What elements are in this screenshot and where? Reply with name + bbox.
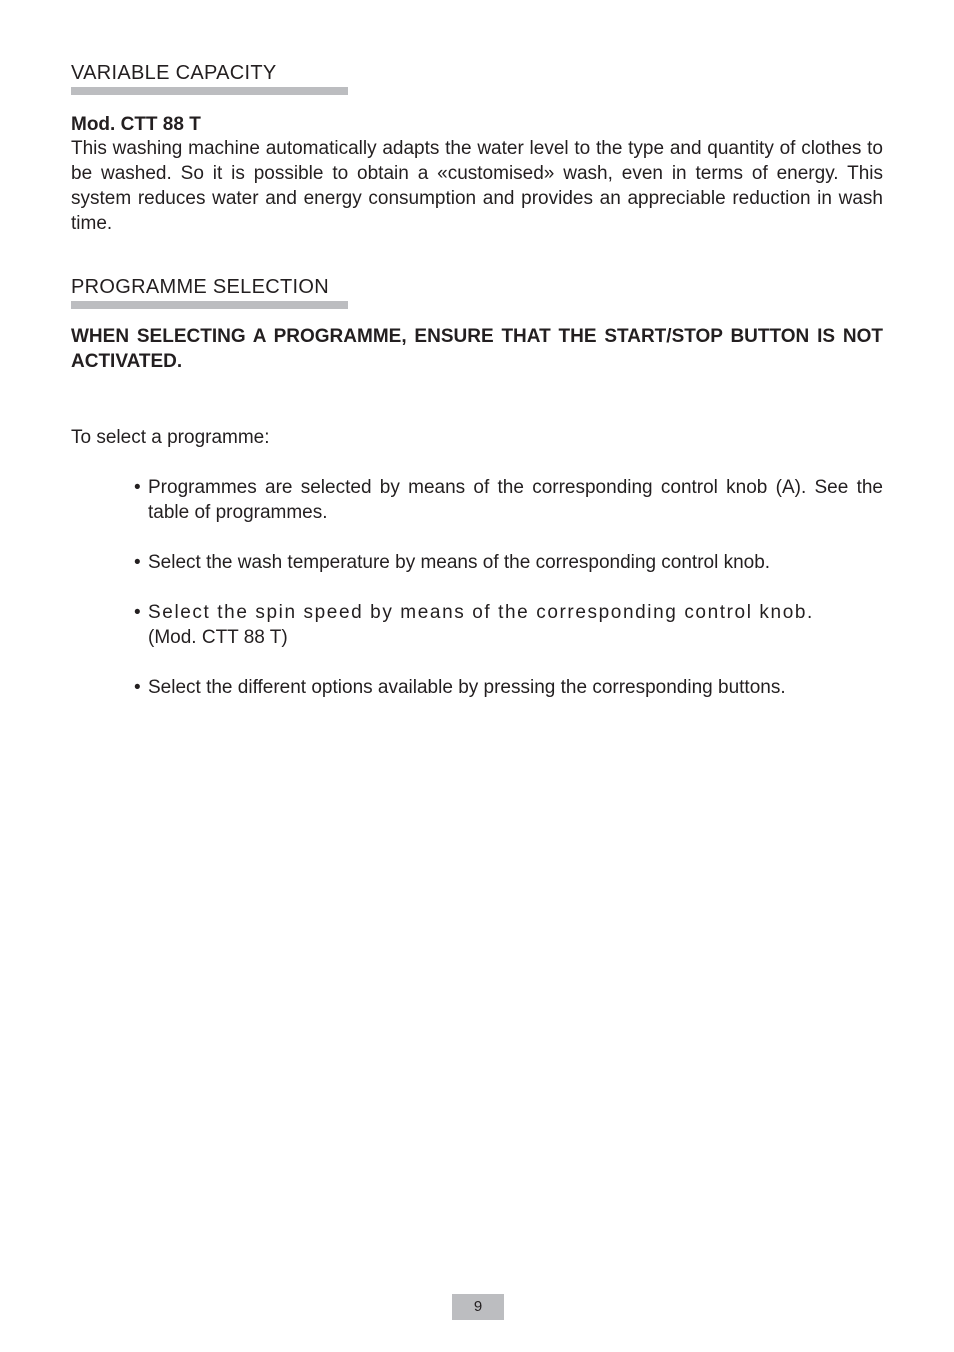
warning-text: WHEN SELECTING A PROGRAMME, ENSURE THAT THE START/STOP BUTTON IS NOT ACTIVATED. [71, 326, 883, 372]
heading-underline-bar [71, 301, 348, 309]
model-label: Mod. CTT 88 T [71, 114, 201, 135]
list-item-text: Select the wash temperature by means of the corresponding control knob. [148, 552, 771, 573]
list-item-text: Select the spin speed by means of the corresponding control knob. [148, 602, 814, 623]
list-item-text: Programmes are selected by means of the corresponding control knob (A). See the table of programmes. [148, 477, 883, 523]
section-heading-variable-capacity: VARIABLE CAPACITY [71, 62, 277, 84]
bullet-symbol: • [134, 602, 141, 623]
list-item [134, 600, 883, 650]
list-item [134, 475, 883, 525]
list-item [134, 550, 883, 575]
list-item [134, 675, 883, 700]
list-item-text: Select the different options available by pressing the corresponding buttons. [148, 677, 786, 698]
list-item-text-wrapper [148, 600, 883, 650]
intro-text: To select a programme: [71, 427, 270, 448]
bullet-symbol: • [134, 477, 141, 498]
page-number: 9 [452, 1294, 504, 1320]
bullet-symbol: • [134, 552, 141, 573]
bullet-symbol: • [134, 677, 141, 698]
list-item-note: (Mod. CTT 88 T) [148, 627, 288, 648]
heading-underline-bar [71, 87, 348, 95]
section-heading-programme-selection: PROGRAMME SELECTION [71, 276, 329, 298]
variable-capacity-paragraph: This washing machine automatically adapts the water level to the type and quantity of clothes to be washed. So it is possible to obtain a «customised» wash, even in terms of energy. This system reduces water and energy consumption and provides an appreciable reduction in wash time. [71, 138, 883, 234]
